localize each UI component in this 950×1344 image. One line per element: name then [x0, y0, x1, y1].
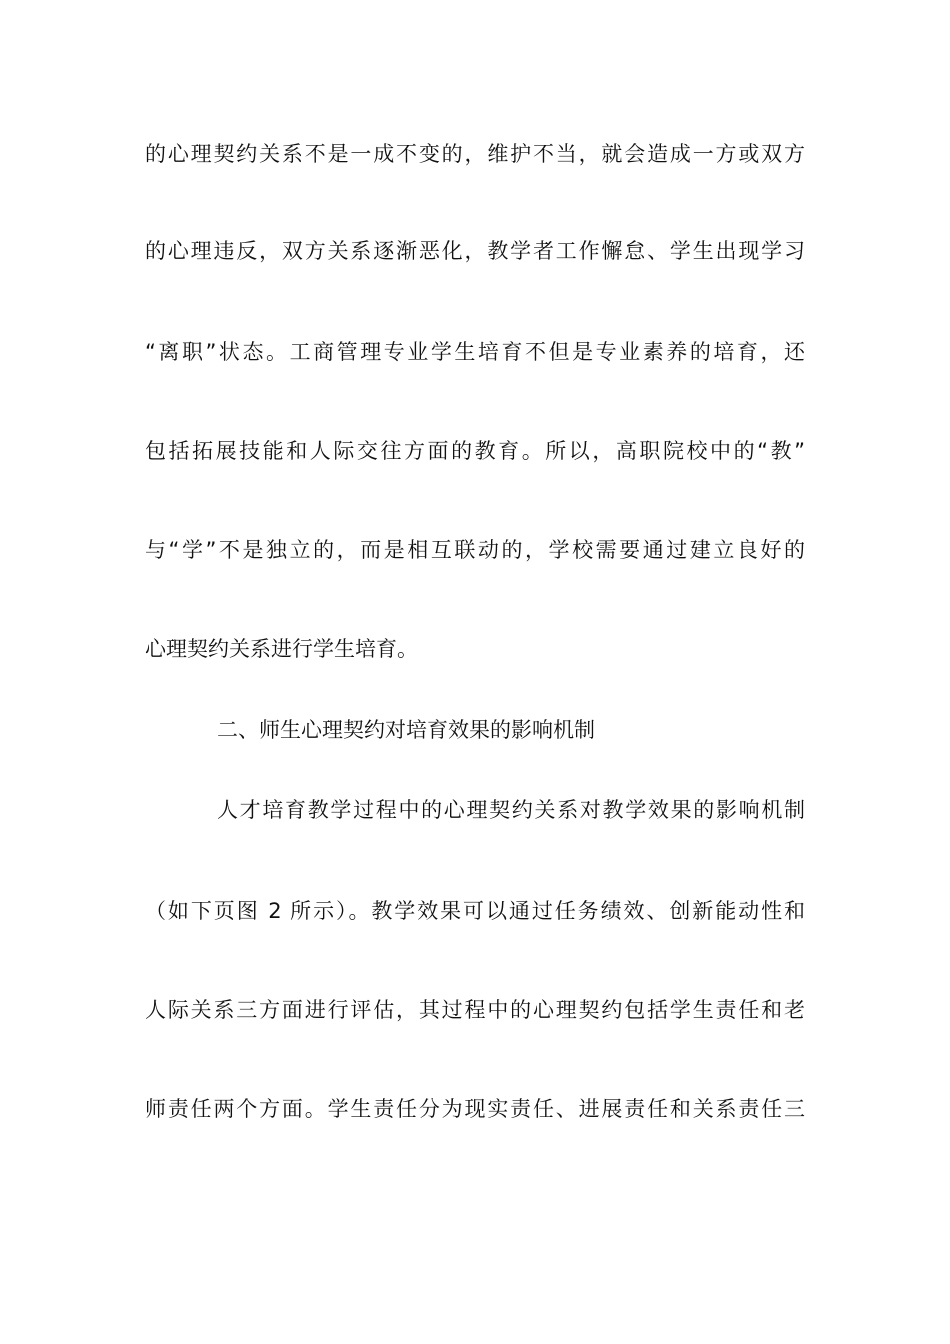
paragraph-1-line-4: 包括拓展技能和人际交往方面的教育。所以，高职院校中的“教” — [145, 439, 805, 463]
paragraph-1-line-6: 心理契约关系进行学生培育。 — [145, 637, 418, 661]
paragraph-2-line-3: 人际关系三方面进行评估，其过程中的心理契约包括学生责任和老 — [145, 998, 805, 1022]
section-heading: 二、师生心理契约对培育效果的影响机制 — [217, 718, 595, 742]
paragraph-1-line-1: 的心理契约关系不是一成不变的，维护不当，就会造成一方或双方 — [145, 142, 805, 166]
paragraph-1-line-3: “离职”状态。工商管理专业学生培育不但是专业素养的培育，还 — [145, 340, 805, 364]
paragraph-1-line-5: 与“学”不是独立的，而是相互联动的，学校需要通过建立良好的 — [145, 538, 805, 562]
paragraph-2-line-1: 人才培育教学过程中的心理契约关系对教学效果的影响机制 — [217, 798, 805, 822]
paragraph-2-line-4: 师责任两个方面。学生责任分为现实责任、进展责任和关系责任三 — [145, 1097, 805, 1121]
paragraph-2-line-2: （如下页图 2 所示）。教学效果可以通过任务绩效、创新能动性和 — [145, 899, 805, 923]
paragraph-1-line-2: 的心理违反，双方关系逐渐恶化，教学者工作懈怠、学生出现学习 — [145, 239, 805, 263]
